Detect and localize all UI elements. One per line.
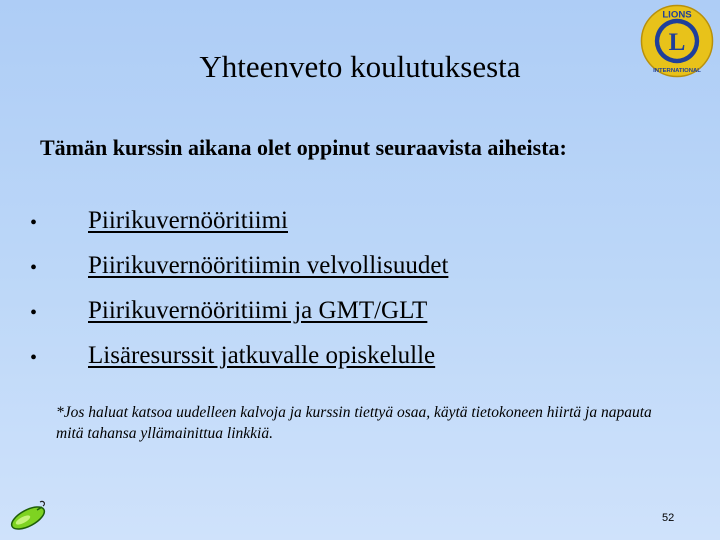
page-number: 52: [662, 512, 675, 524]
logo-letter: L: [668, 28, 686, 56]
topic-link-district-governor-team[interactable]: Piirikuvernööritiimi: [88, 207, 288, 234]
slide-title: Yhteenveto koulutuksesta: [199, 49, 521, 84]
logo-text-bottom: INTERNATIONAL: [653, 68, 701, 75]
topic-link-additional-resources[interactable]: Lisäresurssit jatkuvalle opiskelulle: [88, 342, 436, 369]
bullet: •: [30, 212, 38, 234]
lions-logo-icon: [640, 4, 714, 78]
topic-link-team-responsibilities[interactable]: Piirikuvernööritiimin velvollisuudet: [88, 252, 449, 279]
logo-text-top: LIONS: [662, 9, 692, 21]
bullet: •: [30, 347, 38, 369]
bullet: •: [30, 302, 38, 324]
computer-mouse-icon: [8, 498, 52, 530]
topic-link-gmt-glt[interactable]: Piirikuvernööritiimi ja GMT/GLT: [88, 297, 428, 324]
navigation-note: *Jos haluat katsoa uudelleen kalvoja ja kurssin tiettyä osaa, käytä tietokoneen hiirtä ja napauta mitä tahansa yllämainittua linkkiä.: [56, 404, 652, 442]
bullet: •: [30, 257, 38, 279]
intro-text: Tämän kurssin aikana olet oppinut seuraavista aiheista:: [40, 135, 567, 160]
